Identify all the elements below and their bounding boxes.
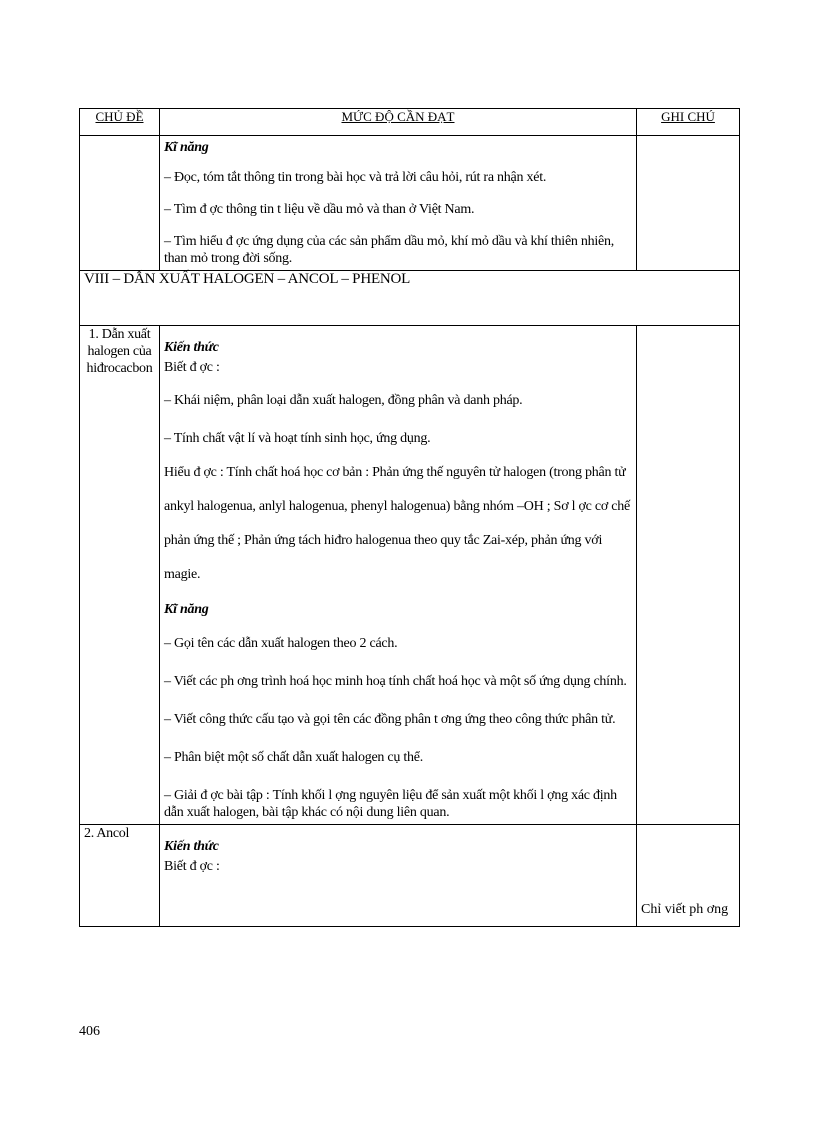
list-item: ‒ Tính chất vật lí và hoạt tính sinh học, ứng dụng. <box>164 431 431 446</box>
header-note: GHI CHÚ <box>637 109 740 136</box>
subheading-skills: Kĩ năng <box>164 602 209 617</box>
subheading-knowledge: Kiến thức <box>164 340 219 355</box>
page-number: 406 <box>79 1024 100 1039</box>
list-item: ‒ Phân biệt một số chất dẫn xuất halogen cụ thể. <box>164 750 423 765</box>
section-row <box>80 271 740 326</box>
section-title: VIII ‒ DẪN XUẤT HALOGEN ‒ ANCOL ‒ PHENOL <box>80 271 740 326</box>
note-cell <box>637 136 740 271</box>
level-cell <box>160 326 637 825</box>
list-item: ‒ Tìm đ ợc thông tin t liệu về dầu mỏ và than ở Việt Nam. <box>164 202 475 217</box>
list-item: ‒ Viết công thức cấu tạo và gọi tên các đồng phân t ơng ứng theo công thức phân tử. <box>164 712 616 727</box>
paragraph: Biết đ ợc : <box>164 859 220 874</box>
topic-cell: 2. Ancol <box>80 825 160 927</box>
header-level: MỨC ĐỘ CẦN ĐẠT <box>160 109 637 136</box>
level-cell <box>160 825 637 927</box>
note-cell <box>637 326 740 825</box>
note-cell <box>637 825 740 927</box>
list-item: ‒ Đọc, tóm tắt thông tin trong bài học và trả lời câu hỏi, rút ra nhận xét. <box>164 170 547 185</box>
header-topic: CHỦ ĐỀ <box>80 109 160 136</box>
paragraph: Hiểu đ ợc : Tính chất hoá học cơ bản : Phản ứng thế nguyên tử halogen (trong phân tử ankyl halogenua, anlyl halogenua, phenyl halogenua) bằng nhóm ‒OH ; Sơ l ợc cơ chế phản ứng thế ; Phản ứng tách hiđro halogenua theo quy tắc Zai-xép, phản ứng với magie. <box>164 465 630 582</box>
table-row <box>80 326 740 825</box>
subheading-skills: Kĩ năng <box>164 140 209 155</box>
list-item: ‒ Tìm hiểu đ ợc ứng dụng của các sản phẩm dầu mỏ, khí mỏ dầu và khí thiên nhiên, than mỏ trong đời sống. <box>164 234 615 266</box>
table-header-row <box>80 109 740 136</box>
level-cell <box>160 136 637 271</box>
list-item: ‒ Giải đ ợc bài tập : Tính khối l ợng nguyên liệu để sản xuất một khối l ợng xác định dẫn xuất halogen, bài tập khác có nội dung liên quan. <box>164 788 617 820</box>
curriculum-table <box>79 108 740 927</box>
subheading-knowledge: Kiến thức <box>164 839 219 854</box>
topic-cell: 1. Dẫn xuất halogen của hiđrocacbon <box>80 326 160 825</box>
topic-cell <box>80 136 160 271</box>
note-text: Chỉ viết ph ơng <box>641 902 729 917</box>
table-row <box>80 825 740 927</box>
table-row <box>80 136 740 271</box>
list-item: ‒ Khái niệm, phân loại dẫn xuất halogen, đồng phân và danh pháp. <box>164 393 523 408</box>
list-item: ‒ Gọi tên các dẫn xuất halogen theo 2 cách. <box>164 636 398 651</box>
paragraph: Biết đ ợc : <box>164 360 220 375</box>
list-item: ‒ Viết các ph ơng trình hoá học minh hoạ tính chất hoá học và một số ứng dụng chính. <box>164 674 627 689</box>
